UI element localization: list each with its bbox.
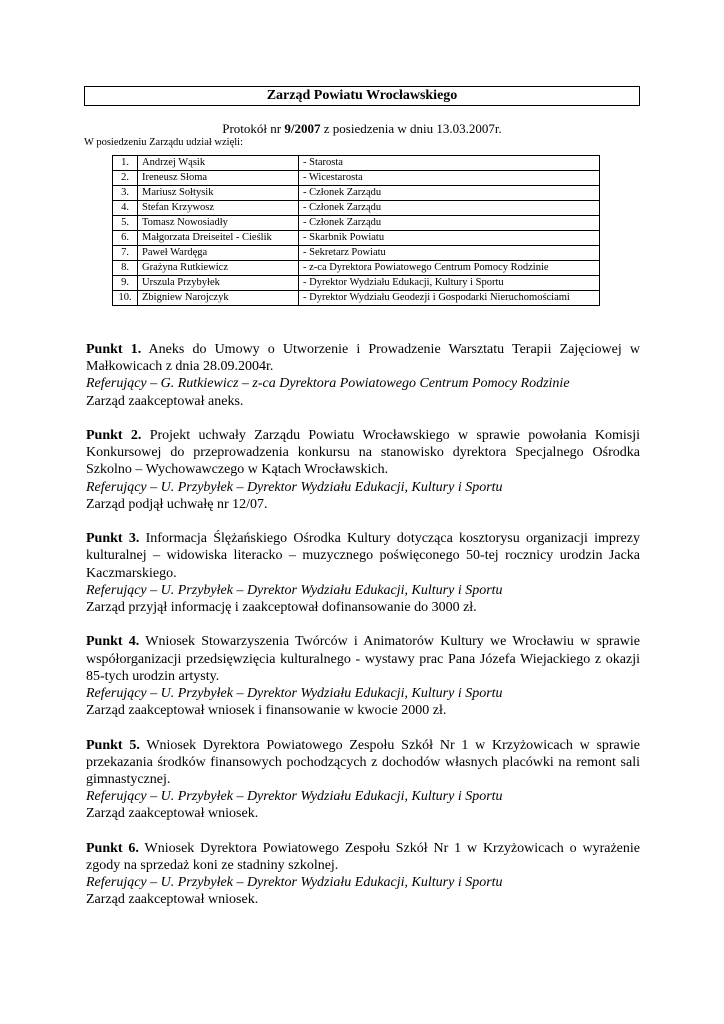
member-role: - Członek Zarządu <box>299 216 600 231</box>
point-text-paragraph <box>86 633 640 685</box>
point-description: Informacja Ślężańskiego Ośrodka Kultury dotycząca kosztorysu organizacji imprezy kulturalnej – widowiska literacko – muzycznego poświęconego 50-tej rocznicy urodzin Jacka Kaczmarskiego. <box>86 531 641 581</box>
point-description: Wniosek Dyrektora Powiatowego Zespołu Szkół Nr 1 w Krzyżowicach w sprawie przekazania środków finansowych pochodzących z dochodów własnych placówki na remont sali gimnastycznej. <box>86 737 640 788</box>
protocol-line <box>84 121 640 137</box>
member-role: - z-ca Dyrektora Powiatowego Centrum Pomocy Rodzinie <box>299 261 600 276</box>
member-role: - Dyrektor Wydziału Geodezji i Gospodarki Nieruchomościami <box>299 291 600 306</box>
member-number: 4. <box>113 201 138 216</box>
point-decision: Zarząd zaakceptował wniosek. <box>86 892 259 908</box>
member-name: Grażyna Rutkiewicz <box>138 261 299 276</box>
table-row <box>113 231 600 246</box>
member-number: 10. <box>113 291 138 306</box>
table-row <box>113 276 600 291</box>
table-row <box>113 246 600 261</box>
point-text-paragraph <box>86 530 640 582</box>
agenda-points <box>86 341 640 926</box>
agenda-point-2 <box>86 427 640 513</box>
member-name: Mariusz Sołtysik <box>138 186 299 201</box>
member-number: 2. <box>113 171 138 186</box>
member-name: Stefan Krzywosz <box>138 201 299 216</box>
point-referee: Referujący – U. Przybyłek – Dyrektor Wydziału Edukacji, Kultury i Sportu <box>86 582 503 598</box>
point-decision: Zarząd zaakceptował wniosek. <box>86 806 259 822</box>
point-decision: Zarząd zaakceptował aneks. <box>86 393 244 409</box>
agenda-point-1 <box>86 341 640 410</box>
table-row <box>113 156 600 171</box>
point-description: Wniosek Dyrektora Powiatowego Zespołu Szkół Nr 1 w Krzyżowicach o wyrażenie zgody na sprzedaż koni ze stadniny szkolnej. <box>86 840 641 874</box>
table-row <box>113 291 600 306</box>
point-text-paragraph <box>86 427 640 479</box>
member-role: - Starosta <box>299 156 600 171</box>
point-label: Punkt 3. <box>86 531 140 547</box>
member-name: Paweł Wardęga <box>138 246 299 261</box>
point-referee: Referujący – U. Przybyłek – Dyrektor Wydziału Edukacji, Kultury i Sportu <box>86 789 503 805</box>
table-row <box>113 186 600 201</box>
point-referee: Referujący – U. Przybyłek – Dyrektor Wydziału Edukacji, Kultury i Sportu <box>86 479 503 495</box>
point-text-paragraph <box>86 840 640 874</box>
document-title: Zarząd Powiatu Wrocławskiego <box>84 86 640 106</box>
protocol-prefix: Protokół nr <box>222 121 285 136</box>
member-role: - Dyrektor Wydziału Edukacji, Kultury i Sportu <box>299 276 600 291</box>
table-row <box>113 216 600 231</box>
table-row <box>113 201 600 216</box>
member-name: Andrzej Wąsik <box>138 156 299 171</box>
point-decision: Zarząd przyjął informację i zaakceptował dofinansowanie do 3000 zł. <box>86 600 477 616</box>
point-label: Punkt 6. <box>86 840 139 856</box>
point-referee: Referujący – G. Rutkiewicz – z-ca Dyrektora Powiatowego Centrum Pomocy Rodzinie <box>86 376 570 392</box>
point-label: Punkt 4. <box>86 634 140 650</box>
point-description: Wniosek Stowarzyszenia Twórców i Animatorów Kultury we Wrocławiu w sprawie współorganizacji przedsięwzięcia kulturalnego - wystawy prac Pana Józefa Wiejackiego z okazji 85-tych urodzin artysty. <box>86 634 641 684</box>
protocol-suffix: z posiedzenia w dniu 13.03.2007r. <box>320 121 502 136</box>
member-role: - Wicestarosta <box>299 171 600 186</box>
member-name: Ireneusz Słoma <box>138 171 299 186</box>
member-role: - Członek Zarządu <box>299 201 600 216</box>
member-name: Urszula Przybyłek <box>138 276 299 291</box>
member-number: 5. <box>113 216 138 231</box>
table-row <box>113 261 600 276</box>
point-label: Punkt 5. <box>86 737 140 753</box>
member-name: Tomasz Nowosiadły <box>138 216 299 231</box>
agenda-point-4 <box>86 633 640 719</box>
agenda-point-6 <box>86 840 640 909</box>
member-number: 7. <box>113 246 138 261</box>
member-role: - Skarbnik Powiatu <box>299 231 600 246</box>
point-decision: Zarząd podjął uchwałę nr 12/07. <box>86 496 268 512</box>
point-description: Aneks do Umowy o Utworzenie i Prowadzenie Warsztatu Terapii Zajęciowej w Małkowicach z dnia 28.09.2004r. <box>86 342 641 375</box>
agenda-point-3 <box>86 530 640 616</box>
member-number: 1. <box>113 156 138 171</box>
member-role: - Członek Zarządu <box>299 186 600 201</box>
point-text-paragraph <box>86 341 640 375</box>
point-referee: Referujący – U. Przybyłek – Dyrektor Wydziału Edukacji, Kultury i Sportu <box>86 686 503 702</box>
point-referee: Referujący – U. Przybyłek – Dyrektor Wydziału Edukacji, Kultury i Sportu <box>86 875 503 891</box>
members-table <box>112 155 600 306</box>
agenda-point-5 <box>86 737 640 823</box>
member-number: 6. <box>113 231 138 246</box>
point-decision: Zarząd zaakceptował wniosek i finansowanie w kwocie 2000 zł. <box>86 703 447 719</box>
member-name: Małgorzata Dreiseitel - Cieślik <box>138 231 299 246</box>
attendance-label: W posiedzeniu Zarządu udział wzięli: <box>84 137 243 148</box>
member-number: 9. <box>113 276 138 291</box>
table-row <box>113 171 600 186</box>
member-number: 8. <box>113 261 138 276</box>
member-number: 3. <box>113 186 138 201</box>
protocol-number: 9/2007 <box>284 121 321 136</box>
point-label: Punkt 2. <box>86 428 142 443</box>
member-role: - Sekretarz Powiatu <box>299 246 600 261</box>
point-description: Projekt uchwały Zarządu Powiatu Wrocławskiego w sprawie powołania Komisji Konkursowej do przeprowadzenia konkursu na stanowisko dyrektora Specjalnego Ośrodka Szkolno – Wychowawczego w Kątach Wrocławskich. <box>86 428 640 478</box>
member-name: Zbigniew Narojczyk <box>138 291 299 306</box>
point-text-paragraph <box>86 737 640 789</box>
point-label: Punkt 1. <box>86 342 142 357</box>
